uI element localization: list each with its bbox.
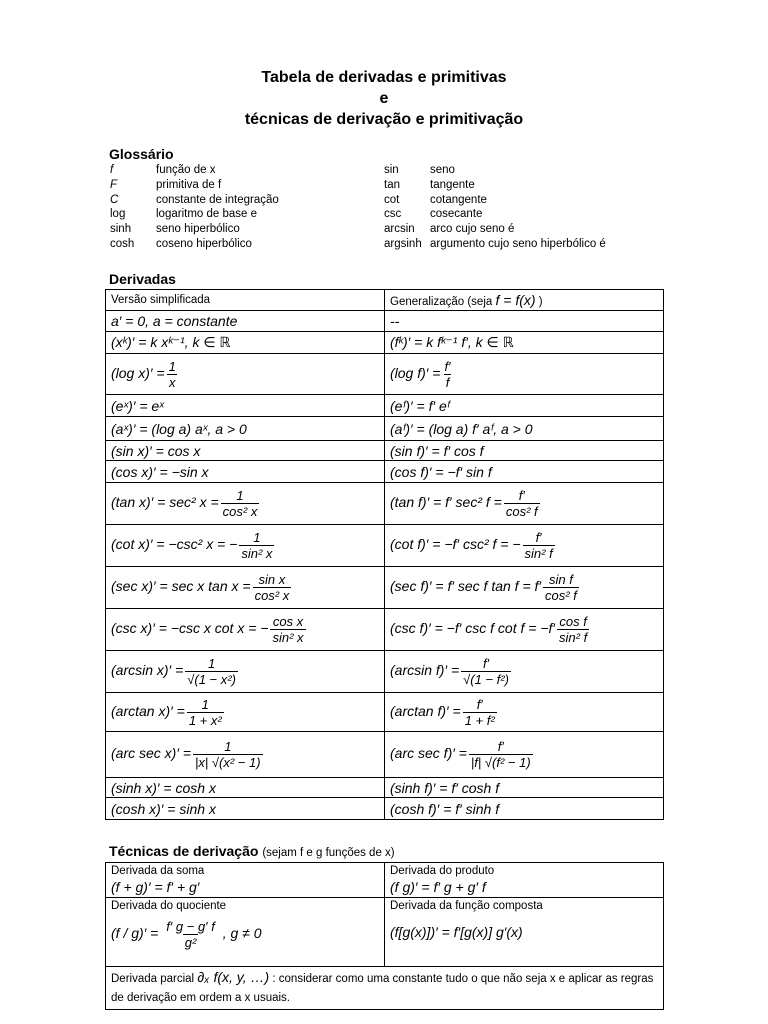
fraction-numerator: sin x xyxy=(258,572,286,587)
simplified-formula: (sin x)′ = cos x xyxy=(111,442,201,459)
partial-derivative-cell xyxy=(106,967,664,1010)
techniques-heading xyxy=(109,843,395,859)
simplified-formula-cell xyxy=(106,798,385,820)
quotient-rule-denominator: g² xyxy=(184,935,197,950)
generalized-formula xyxy=(390,488,542,519)
formula-lhs: (tan x)′ = sec² x = xyxy=(111,494,219,511)
glossary-row xyxy=(110,193,670,208)
derivatives-table xyxy=(105,289,664,820)
derivative-row xyxy=(106,311,664,332)
formula-fraction xyxy=(504,488,540,519)
generalized-formula: (sinh f)′ = f′ cosh f xyxy=(390,779,500,796)
fraction-denominator: sin² x xyxy=(272,630,304,645)
simplified-formula xyxy=(111,488,261,519)
simplified-formula xyxy=(111,696,226,728)
document-title xyxy=(0,67,768,130)
glossary-description: arco cujo seno é xyxy=(430,223,515,236)
fraction-numerator: f′ xyxy=(518,488,525,503)
fraction-denominator: sin² f xyxy=(524,546,553,561)
formula-lhs: (arc sec f)′ = xyxy=(390,745,467,762)
fraction-denominator: 1 + x² xyxy=(188,712,222,728)
generalized-formula-cell xyxy=(385,567,664,609)
derivative-row xyxy=(106,483,664,525)
derivative-row xyxy=(106,525,664,567)
derivative-row xyxy=(106,417,664,441)
generalized-formula xyxy=(390,572,581,603)
generalized-formula xyxy=(390,739,535,770)
formula-fraction xyxy=(239,530,274,561)
simplified-formula-cell xyxy=(106,567,385,609)
generalized-formula xyxy=(390,614,591,645)
formula-fraction xyxy=(463,697,497,728)
formula-lhs: (sec x)′ = sec x tan x = xyxy=(111,578,251,595)
formula-lhs: (log f)′ = xyxy=(390,364,441,381)
chain-rule-label: Derivada da função composta xyxy=(390,900,543,912)
generalized-formula xyxy=(390,656,513,687)
fraction-denominator: sin² x xyxy=(241,546,273,561)
simplified-formula-cell xyxy=(106,651,385,693)
generalized-formula-cell xyxy=(385,354,664,395)
simplified-formula xyxy=(111,614,308,645)
simplified-formula xyxy=(111,572,293,603)
derivative-row xyxy=(106,332,664,354)
techniques-row-1 xyxy=(106,863,664,898)
generalized-formula xyxy=(390,358,455,390)
fraction-numerator: 1 xyxy=(168,358,176,374)
quotient-rule-formula xyxy=(111,919,379,950)
simplified-formula xyxy=(111,358,180,390)
techniques-note: (sejam f e g funções de x) xyxy=(262,847,395,859)
product-rule-cell xyxy=(385,863,664,898)
fraction-numerator: f′ xyxy=(476,696,483,712)
chain-rule-formula: (f[g(x)])′ = f′[g(x)] g′(x) xyxy=(390,924,523,940)
fraction-denominator: x xyxy=(168,374,176,390)
generalized-formula: (eᶠ)′ = f′ eᶠ xyxy=(390,397,450,414)
simplified-formula-cell xyxy=(106,395,385,417)
generalized-formula-cell xyxy=(385,461,664,483)
glossary-term: f xyxy=(110,164,114,176)
glossary-description: argumento cujo seno hiperbólico é xyxy=(430,237,606,250)
col-generalized-header-text: Generalização (seja xyxy=(390,296,493,308)
glossary-description: cosecante xyxy=(430,208,483,221)
formula-fraction xyxy=(193,739,263,770)
formula-lhs: (sec f)′ = f′ sec f tan f = f′ xyxy=(390,578,542,595)
derivatives-heading: Derivadas xyxy=(109,271,176,287)
fraction-denominator: √(1 − x²) xyxy=(187,672,236,687)
col-simplified-header: Versão simplificada xyxy=(106,290,385,311)
simplified-formula-cell xyxy=(106,461,385,483)
quotient-rule-lhs: (f / g)′ = xyxy=(111,925,159,942)
fraction-numerator: f′ xyxy=(497,739,504,754)
glossary-term: tan xyxy=(384,178,400,191)
glossary-description: cotangente xyxy=(430,193,487,206)
formula-fraction xyxy=(543,572,579,603)
formula-fraction xyxy=(221,488,260,519)
formula-fraction xyxy=(185,656,238,687)
simplified-formula: (cosh x)′ = sinh x xyxy=(111,800,216,817)
product-rule-formula: (f g)′ = f′ g + g′ f xyxy=(390,879,486,895)
generalized-formula-cell xyxy=(385,483,664,525)
quotient-rule-numerator: f′ g − g′ f xyxy=(166,919,215,934)
techniques-row-3 xyxy=(106,967,664,1010)
fraction-numerator: 1 xyxy=(207,656,216,671)
derivative-row xyxy=(106,441,664,461)
glossary-term: C xyxy=(110,193,119,206)
formula-fraction xyxy=(187,697,224,728)
formula-fraction xyxy=(253,572,292,603)
glossary-description: tangente xyxy=(430,178,475,191)
generalized-formula: (cos f)′ = −f′ sin f xyxy=(390,463,492,480)
simplified-formula-cell xyxy=(106,354,385,395)
fraction-denominator: 1 + f² xyxy=(464,712,495,728)
generalized-formula-cell xyxy=(385,332,664,354)
generalized-formula-cell xyxy=(385,311,664,332)
glossary-row xyxy=(110,207,670,222)
glossary-term: argsinh xyxy=(384,237,422,250)
simplified-formula-cell xyxy=(106,441,385,461)
partial-derivative-text: : considerar como uma constante tudo o que não seja x e aplicar as regras de derivação em ordem a x usuais. xyxy=(111,973,654,1004)
formula-lhs: (log x)′ = xyxy=(111,364,165,381)
fraction-numerator: 1 xyxy=(201,696,209,712)
col-generalized-header-end: ) xyxy=(538,296,543,308)
formula-lhs: (arcsin x)′ = xyxy=(111,662,184,679)
fraction-denominator: |f| √(f² − 1) xyxy=(470,755,531,770)
fraction-denominator: |x| √(x² − 1) xyxy=(195,755,261,770)
quotient-rule-condition: , g ≠ 0 xyxy=(222,925,262,942)
glossary-row xyxy=(110,178,670,193)
fraction-numerator: cos x xyxy=(272,614,304,629)
formula-fraction xyxy=(557,614,589,645)
simplified-formula: a′ = 0, a = constante xyxy=(111,313,238,329)
fraction-numerator: f′ xyxy=(535,530,542,545)
generalized-formula: -- xyxy=(390,313,400,329)
simplified-formula-cell xyxy=(106,417,385,441)
fraction-numerator: f′ xyxy=(444,358,451,374)
generalized-formula xyxy=(390,530,557,561)
col-generalized-header-formula: f = f(x) xyxy=(495,292,536,308)
quotient-rule-fraction xyxy=(164,919,217,950)
generalized-formula: (fᵏ)′ = k fᵏ⁻¹ f′, k ∈ ℝ xyxy=(390,334,514,350)
glossary-list xyxy=(110,163,670,252)
generalized-formula-cell xyxy=(385,732,664,778)
derivative-row xyxy=(106,651,664,693)
formula-lhs: (cot f)′ = −f′ csc² f = − xyxy=(390,536,521,553)
glossary-description: seno hiperbólico xyxy=(156,223,240,236)
title-line-3: técnicas de derivação e primitivação xyxy=(244,111,524,128)
generalized-formula-cell xyxy=(385,651,664,693)
quotient-rule-label: Derivada do quociente xyxy=(111,900,227,912)
title-line-2: e xyxy=(379,90,389,107)
formula-fraction xyxy=(461,656,511,687)
simplified-formula-cell xyxy=(106,525,385,567)
simplified-formula-cell xyxy=(106,732,385,778)
glossary-row xyxy=(110,163,670,178)
fraction-numerator: 1 xyxy=(253,530,261,545)
formula-fraction xyxy=(442,359,452,390)
simplified-formula-cell xyxy=(106,311,385,332)
fraction-denominator: cos² x xyxy=(222,504,258,519)
glossary-description: coseno hiperbólico xyxy=(156,237,252,250)
derivative-row xyxy=(106,354,664,395)
glossary-description: constante de integração xyxy=(156,193,279,206)
glossary-description: seno xyxy=(430,164,455,176)
chain-rule-cell xyxy=(385,898,664,967)
formula-lhs: (arctan f)′ = xyxy=(390,702,461,719)
glossary-term: csc xyxy=(384,208,402,221)
techniques-row-2 xyxy=(106,898,664,967)
glossary-term: arcsin xyxy=(384,223,415,236)
fraction-numerator: sin f xyxy=(549,572,573,587)
partial-derivative-label: Derivada parcial xyxy=(111,973,195,985)
simplified-formula: (xᵏ)′ = k xᵏ⁻¹, k ∈ ℝ xyxy=(111,334,231,350)
derivative-row xyxy=(106,778,664,798)
derivative-row xyxy=(106,693,664,732)
simplified-formula-cell xyxy=(106,332,385,354)
sum-rule-formula: (f + g)′ = f′ + g′ xyxy=(111,879,200,895)
simplified-formula xyxy=(111,656,240,687)
glossary-term: sin xyxy=(384,164,399,176)
fraction-numerator: f′ xyxy=(483,656,490,671)
fraction-numerator: 1 xyxy=(224,739,232,754)
simplified-formula-cell xyxy=(106,609,385,651)
formula-fraction xyxy=(469,739,533,770)
generalized-formula-cell xyxy=(385,693,664,732)
formula-lhs: (arcsin f)′ = xyxy=(390,662,460,679)
formula-fraction xyxy=(167,359,178,390)
simplified-formula xyxy=(111,530,276,561)
derivatives-header-row xyxy=(106,290,664,311)
formula-lhs: (arc sec x)′ = xyxy=(111,745,192,762)
techniques-table xyxy=(105,862,664,1010)
generalized-formula: (sin f)′ = f′ cos f xyxy=(390,442,484,459)
generalized-formula-cell xyxy=(385,395,664,417)
formula-lhs: (tan f)′ = f′ sec² f = xyxy=(390,494,502,511)
glossary-term: F xyxy=(110,178,118,191)
fraction-numerator: cos f xyxy=(559,614,587,629)
simplified-formula xyxy=(111,739,265,770)
fraction-numerator: 1 xyxy=(236,488,244,503)
glossary-term: cot xyxy=(384,193,400,206)
glossary-term: cosh xyxy=(110,237,135,250)
fraction-denominator: cos² x xyxy=(254,588,290,603)
col-generalized-header xyxy=(385,290,664,311)
generalized-formula-cell xyxy=(385,525,664,567)
generalized-formula-cell xyxy=(385,441,664,461)
simplified-formula-cell xyxy=(106,483,385,525)
derivative-row xyxy=(106,395,664,417)
formula-lhs: (arctan x)′ = xyxy=(111,702,185,719)
fraction-denominator: √(1 − f²) xyxy=(463,672,509,687)
derivative-row xyxy=(106,798,664,820)
generalized-formula xyxy=(390,696,499,728)
derivative-row xyxy=(106,567,664,609)
formula-lhs: (cot x)′ = −csc² x = − xyxy=(111,536,238,553)
glossary-heading: Glossário xyxy=(109,146,174,162)
glossary-description: primitiva de f xyxy=(156,178,222,191)
simplified-formula: (eˣ)′ = eˣ xyxy=(111,397,164,414)
sum-rule-cell xyxy=(106,863,385,898)
product-rule-label: Derivada do produto xyxy=(390,865,495,877)
glossary-description: função de x xyxy=(156,164,216,176)
formula-lhs: (csc x)′ = −csc x cot x = − xyxy=(111,620,269,637)
generalized-formula-cell xyxy=(385,417,664,441)
sum-rule-label: Derivada da soma xyxy=(111,865,205,877)
generalized-formula-cell xyxy=(385,798,664,820)
derivative-row xyxy=(106,609,664,651)
generalized-formula-cell xyxy=(385,609,664,651)
generalized-formula: (cosh f)′ = f′ sinh f xyxy=(390,800,500,817)
simplified-formula: (cos x)′ = −sin x xyxy=(111,463,209,480)
techniques-title: Técnicas de derivação xyxy=(109,843,259,859)
derivative-row xyxy=(106,461,664,483)
fraction-denominator: cos² f xyxy=(545,588,577,603)
glossary-term: sinh xyxy=(110,223,132,236)
fraction-denominator: cos² f xyxy=(505,504,538,519)
glossary-row xyxy=(110,222,670,237)
formula-lhs: (csc f)′ = −f′ csc f cot f = −f′ xyxy=(390,620,556,637)
fraction-denominator: sin² f xyxy=(559,630,588,645)
simplified-formula-cell xyxy=(106,778,385,798)
generalized-formula-cell xyxy=(385,778,664,798)
glossary-term: log xyxy=(110,208,126,221)
simplified-formula-cell xyxy=(106,693,385,732)
glossary-row xyxy=(110,237,670,252)
quotient-rule-cell xyxy=(106,898,385,967)
partial-derivative-formula: ∂ₓ f(x, y, …) xyxy=(197,969,270,985)
simplified-formula: (sinh x)′ = cosh x xyxy=(111,779,216,796)
generalized-formula: (aᶠ)′ = (log a) f′ aᶠ, a > 0 xyxy=(390,420,533,437)
fraction-denominator: f xyxy=(445,374,450,390)
derivative-row xyxy=(106,732,664,778)
simplified-formula: (aˣ)′ = (log a) aˣ, a > 0 xyxy=(111,420,247,437)
formula-fraction xyxy=(270,614,305,645)
formula-fraction xyxy=(523,530,555,561)
title-line-1: Tabela de derivadas e primitivas xyxy=(261,69,507,86)
glossary-description: logaritmo de base e xyxy=(156,208,258,221)
